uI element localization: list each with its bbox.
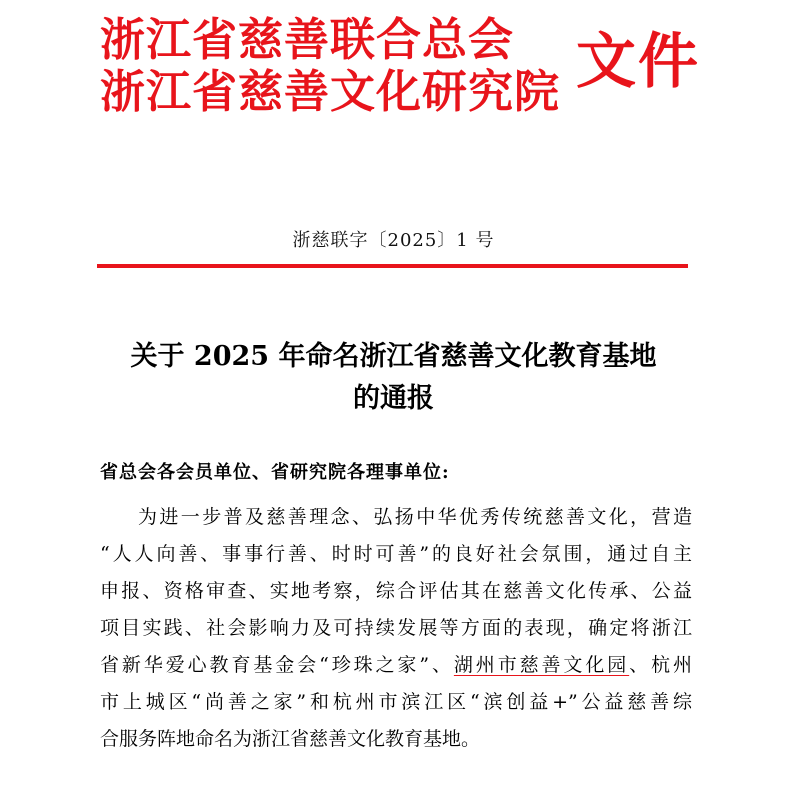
body-line — [100, 647, 692, 684]
title-line-1: 关于 2025 年命名浙江省慈善文化教育基地 — [130, 341, 657, 372]
underlined-org-name: 湖州市慈善文化园 — [453, 654, 630, 676]
red-divider — [97, 264, 688, 268]
body-text: 、杭州 — [629, 654, 692, 676]
body-paragraph — [100, 499, 692, 758]
issuing-org-2: 浙江省慈善文化研究院 — [100, 65, 561, 118]
body-line: 为进一步普及慈善理念、弘扬中华优秀传统慈善文化，营造 — [138, 506, 692, 528]
document-title — [0, 336, 787, 420]
body-line: 申报、资格审查、实地考察，综合评估其在慈善文化传承、公益 — [100, 580, 692, 602]
body-line: 合服务阵地命名为浙江省慈善文化教育基地。 — [100, 728, 481, 750]
document-type-label: 文件 — [576, 27, 700, 97]
body-line: 项目实践、社会影响力及可持续发展等方面的表现，确定将浙江 — [100, 617, 692, 639]
body-text: 省新华爱心教育基金会“珍珠之家”、 — [100, 654, 454, 676]
document-number: 浙慈联字〔2025〕1 号 — [292, 230, 495, 251]
issuing-org-1: 浙江省慈善联合总会 — [100, 13, 515, 66]
body-line: 市上城区“尚善之家”和杭州市滨江区“滨创益+”公益慈善综 — [100, 691, 692, 713]
body-line: “人人向善、事事行善、时时可善”的良好社会氛围，通过自主 — [100, 543, 692, 565]
title-line-2: 的通报 — [353, 383, 434, 414]
salutation: 省总会各会员单位、省研究院各理事单位: — [100, 462, 450, 483]
document-header — [100, 14, 560, 118]
